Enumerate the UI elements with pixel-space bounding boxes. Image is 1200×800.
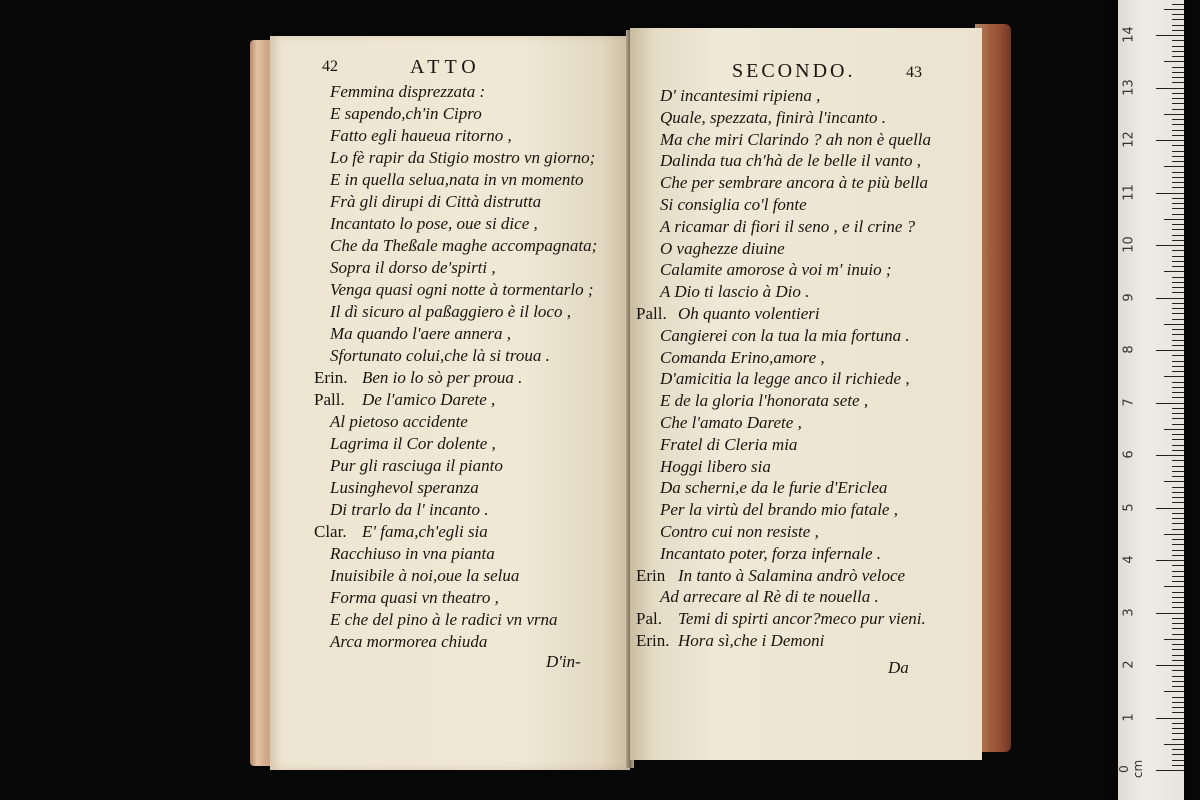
ruler-tick [1172, 712, 1184, 713]
ruler-tick [1172, 361, 1184, 362]
verse-line: Comanda Erino,amore , [660, 347, 825, 367]
ruler-tick [1172, 250, 1184, 251]
ruler-tick [1172, 240, 1184, 241]
ruler-tick [1172, 308, 1184, 309]
ruler-tick [1156, 35, 1184, 36]
verse-line: Ma che miri Clarindo ? ah non è quella [660, 129, 932, 149]
ruler-tick [1164, 639, 1184, 640]
ruler-tick [1156, 718, 1184, 719]
ruler-tick [1172, 702, 1184, 703]
ruler-tick [1156, 245, 1184, 246]
speaker-label: Pal. [636, 609, 662, 629]
right-running-head: SECONDO. [732, 60, 856, 82]
ruler-number: 5 [1121, 502, 1137, 512]
ruler-tick [1172, 487, 1184, 488]
verse-line: Incantato poter, forza infernale . [660, 543, 881, 563]
centimeter-ruler [1118, 0, 1184, 800]
ruler-tick [1172, 634, 1184, 635]
ruler-tick [1172, 224, 1184, 225]
ruler-tick [1172, 382, 1184, 383]
ruler-tick [1172, 82, 1184, 83]
verse-line: Ben io lo sò per proua . [362, 368, 523, 387]
ruler-tick [1172, 256, 1184, 257]
ruler-tick [1172, 103, 1184, 104]
ruler-tick [1172, 366, 1184, 367]
ruler-tick [1156, 193, 1184, 194]
verse-line: E sapendo,ch'in Cipro [330, 104, 482, 123]
ruler-tick [1172, 576, 1184, 577]
left-running-head: ATTO [410, 56, 481, 78]
verse-line: Da scherni,e da le furie d'Ericlea [660, 478, 888, 498]
ruler-tick [1172, 607, 1184, 608]
left-page-number: 42 [322, 58, 338, 75]
ruler-tick [1172, 51, 1184, 52]
ruler-tick [1164, 271, 1184, 272]
verse-line: In tanto à Salamina andrò veloce [678, 565, 906, 585]
ruler-number: 1 [1121, 712, 1137, 722]
right-catchword: Da [888, 658, 909, 677]
verse-line: Oh quanto volentieri [678, 304, 820, 323]
ruler-tick [1172, 282, 1184, 283]
verse-line: D'amicitia la legge anco il richiede , [660, 369, 910, 389]
verse-line: Al pietoso accidente [330, 412, 468, 431]
ruler-tick [1172, 471, 1184, 472]
ruler-tick [1172, 151, 1184, 152]
ruler-tick [1172, 623, 1184, 624]
verse-line: Che da Theßale maghe accompagnata; [330, 236, 598, 255]
ruler-tick [1172, 497, 1184, 498]
ruler-tick [1172, 739, 1184, 740]
ruler-tick [1156, 298, 1184, 299]
verse-line: Frà gli dirupi di Città distrutta [330, 192, 542, 211]
ruler-tick [1172, 681, 1184, 682]
ruler-tick [1164, 429, 1184, 430]
left-page [270, 36, 630, 770]
ruler-tick [1172, 355, 1184, 356]
ruler-tick [1172, 161, 1184, 162]
verse-line: Di trarlo da l' incanto . [330, 500, 489, 519]
speaker-label: Erin [636, 565, 666, 585]
ruler-tick [1156, 560, 1184, 561]
ruler-tick [1172, 14, 1184, 15]
ruler-tick [1172, 408, 1184, 409]
ruler-tick [1172, 649, 1184, 650]
verse-line: Ma quando l'aere annera , [330, 324, 512, 343]
left-catchword: D'in- [546, 652, 581, 671]
ruler-tick [1172, 387, 1184, 388]
ruler-tick [1172, 413, 1184, 414]
ruler-tick [1172, 592, 1184, 593]
ruler-tick [1172, 733, 1184, 734]
ruler-tick [1172, 749, 1184, 750]
verse-line: De l'amico Darete , [362, 390, 496, 409]
ruler-tick [1172, 434, 1184, 435]
ruler-tick [1156, 350, 1184, 351]
ruler-tick [1172, 502, 1184, 503]
ruler-tick [1156, 613, 1184, 614]
verse-line: E de la gloria l'honorata sete , [660, 391, 869, 411]
ruler-tick [1172, 135, 1184, 136]
ruler-tick [1172, 618, 1184, 619]
ruler-tick [1172, 329, 1184, 330]
ruler-tick [1164, 9, 1184, 10]
ruler-tick [1172, 130, 1184, 131]
ruler-tick [1156, 770, 1184, 771]
verse-line: Inuisibile à noi,oue la selua [330, 566, 520, 585]
verse-line: E' fama,ch'egli sia [362, 522, 488, 541]
ruler-tick [1172, 98, 1184, 99]
ruler-tick [1172, 754, 1184, 755]
ruler-tick [1172, 445, 1184, 446]
ruler-number: 3 [1121, 607, 1137, 617]
verse-line: A Dio ti lascio à Dio . [660, 282, 810, 302]
ruler-tick [1164, 114, 1184, 115]
right-page-number: 43 [906, 64, 922, 81]
ruler-tick [1172, 597, 1184, 598]
ruler-number: 11 [1121, 183, 1137, 201]
ruler-tick [1172, 345, 1184, 346]
verse-line: Contro cui non resiste , [660, 522, 819, 541]
verse-line: Cangierei con la tua la mia fortuna . [660, 325, 910, 345]
verse-line: Quale, spezzata, finirà l'incanto . [660, 107, 887, 127]
ruler-tick [1172, 72, 1184, 73]
ruler-tick [1172, 450, 1184, 451]
ruler-number: 7 [1121, 397, 1137, 407]
ruler-tick [1172, 460, 1184, 461]
ruler-tick [1172, 198, 1184, 199]
speaker-label: Pall. [314, 390, 345, 409]
ruler-number: 8 [1121, 345, 1137, 354]
verse-line: Racchiuso in vna pianta [330, 544, 495, 563]
ruler-tick [1164, 481, 1184, 482]
verse-line: E che del pino à le radici vn vrna [330, 610, 558, 629]
ruler-tick [1172, 261, 1184, 262]
ruler-number: 6 [1121, 450, 1137, 459]
ruler-tick [1172, 19, 1184, 20]
ruler-tick [1172, 492, 1184, 493]
verse-line: Che l'amato Darete , [660, 413, 802, 432]
right-page [630, 28, 982, 760]
ruler-tick [1156, 140, 1184, 141]
ruler-number: 4 [1121, 555, 1137, 564]
ruler-tick [1172, 707, 1184, 708]
ruler-tick [1172, 513, 1184, 514]
verse-line: Femmina disprezzata : [330, 82, 486, 101]
ruler-tick [1172, 581, 1184, 582]
ruler-tick [1172, 518, 1184, 519]
verse-line: Fatto egli haueua ritorno , [330, 126, 512, 145]
ruler-tick [1172, 303, 1184, 304]
ruler-tick [1172, 40, 1184, 41]
ruler-number: 10 [1121, 236, 1137, 253]
verse-line: Ad arrecare al Rè di te nouella . [660, 587, 879, 607]
ruler-tick [1172, 67, 1184, 68]
ruler-tick [1156, 88, 1184, 89]
ruler-tick [1164, 534, 1184, 535]
ruler-tick [1172, 418, 1184, 419]
verse-line: Arca mormorea chiuda [330, 632, 488, 651]
verse-line: Sopra il dorso de'spirti , [330, 258, 496, 277]
verse-line: Temi di spirti ancor?meco pur vieni. [678, 609, 926, 629]
ruler-tick [1172, 555, 1184, 556]
speaker-label: Pall. [636, 304, 667, 323]
ruler-tick [1172, 466, 1184, 467]
ruler-tick [1172, 550, 1184, 551]
ruler-tick [1172, 660, 1184, 661]
ruler-tick [1156, 508, 1184, 509]
verse-line: Per la virtù del brando mio fatale , [660, 500, 898, 520]
ruler-tick [1172, 644, 1184, 645]
ruler-tick [1156, 455, 1184, 456]
ruler-tick [1172, 539, 1184, 540]
verse-line: Il dì sicuro al paßaggiero è il loco , [330, 302, 571, 321]
verse-line: Lo fè rapir da Stigio mostro vn giorno; [330, 148, 596, 167]
verse-line: Hora sì,che i Demoni [678, 631, 825, 650]
ruler-tick [1172, 187, 1184, 188]
ruler-tick [1156, 665, 1184, 666]
speaker-label: Erin. [314, 368, 348, 387]
ruler-tick [1172, 287, 1184, 288]
ruler-tick [1172, 655, 1184, 656]
ruler-number: 14 [1121, 26, 1137, 43]
ruler-tick [1172, 628, 1184, 629]
ruler-tick [1172, 177, 1184, 178]
ruler-tick [1172, 686, 1184, 687]
ruler-tick [1172, 602, 1184, 603]
ruler-tick [1172, 172, 1184, 173]
verse-line: Calamite amorose à voi m' inuio ; [660, 260, 892, 280]
ruler-tick [1172, 77, 1184, 78]
ruler-tick [1172, 544, 1184, 545]
ruler-tick [1172, 292, 1184, 293]
verse-line: Fratel di Cleria mia [660, 434, 798, 454]
ruler-number: 2 [1121, 660, 1137, 669]
verse-line: D' incantesimi ripiena , [660, 86, 821, 105]
ruler-tick [1172, 25, 1184, 26]
ruler-tick [1172, 670, 1184, 671]
ruler-tick [1172, 266, 1184, 267]
ruler-tick [1172, 182, 1184, 183]
ruler-tick [1172, 571, 1184, 572]
ruler-tick [1172, 313, 1184, 314]
verse-line: Forma quasi vn theatro , [330, 588, 499, 607]
ruler-tick [1172, 208, 1184, 209]
ruler-tick [1172, 476, 1184, 477]
ruler-tick [1172, 397, 1184, 398]
ruler-tick [1172, 723, 1184, 724]
ruler-tick [1164, 219, 1184, 220]
ruler-number: 12 [1121, 131, 1137, 148]
ruler-tick [1172, 56, 1184, 57]
ruler-tick [1172, 229, 1184, 230]
ruler-tick [1172, 697, 1184, 698]
ruler-tick [1172, 145, 1184, 146]
ruler-tick [1172, 334, 1184, 335]
ruler-tick [1172, 235, 1184, 236]
verse-line: Sfortunato colui,che là si troua . [330, 346, 550, 365]
ruler-tick [1172, 319, 1184, 320]
ruler-tick [1172, 529, 1184, 530]
ruler-tick [1156, 403, 1184, 404]
ruler-tick [1172, 119, 1184, 120]
ruler-tick [1164, 376, 1184, 377]
ruler-tick [1172, 277, 1184, 278]
ruler-unit-label: 0 cm [1117, 759, 1145, 779]
verse-line: Si consiglia co'l fonte [660, 195, 807, 214]
ruler-tick [1172, 156, 1184, 157]
ruler-tick [1172, 214, 1184, 215]
ruler-tick [1164, 586, 1184, 587]
ruler-tick [1164, 744, 1184, 745]
ruler-tick [1172, 565, 1184, 566]
verse-line: Incantato lo pose, oue si dice , [330, 214, 538, 233]
ruler-tick [1172, 4, 1184, 5]
ruler-tick [1164, 691, 1184, 692]
ruler-tick [1172, 728, 1184, 729]
verse-line: A ricamar di fiori il seno , e il crine ? [660, 216, 916, 236]
verse-line: Hoggi libero sia [660, 456, 771, 476]
ruler-tick [1172, 523, 1184, 524]
verse-line: Lusinghevol speranza [330, 478, 479, 497]
ruler-tick [1172, 340, 1184, 341]
verse-line: Che per sembrare ancora à te più bella [660, 173, 929, 193]
ruler-tick [1172, 392, 1184, 393]
verse-line: Venga quasi ogni notte à tormentarlo ; [330, 280, 594, 299]
verse-line: Pur gli rasciuga il pianto [330, 456, 503, 475]
verse-line: O vaghezze diuine [660, 238, 785, 258]
ruler-tick [1172, 439, 1184, 440]
ruler-tick [1172, 30, 1184, 31]
verse-line: Lagrima il Cor dolente , [330, 434, 496, 453]
ruler-tick [1172, 93, 1184, 94]
ruler-tick [1172, 371, 1184, 372]
verse-line: Dalinda tua ch'hà de le belle il vanto , [660, 151, 921, 171]
ruler-tick [1172, 765, 1184, 766]
ruler-tick [1172, 124, 1184, 125]
verse-line: E in quella selua,nata in vn momento [330, 170, 584, 189]
speaker-label: Erin. [636, 631, 670, 650]
ruler-tick [1164, 166, 1184, 167]
ruler-tick [1172, 424, 1184, 425]
ruler-number: 13 [1121, 78, 1137, 96]
ruler-tick [1164, 61, 1184, 62]
ruler-tick [1172, 760, 1184, 761]
ruler-tick [1172, 676, 1184, 677]
ruler-tick [1164, 324, 1184, 325]
ruler-tick [1172, 46, 1184, 47]
ruler-tick [1172, 203, 1184, 204]
ruler-tick [1172, 109, 1184, 110]
ruler-number: 9 [1121, 292, 1137, 302]
speaker-label: Clar. [314, 522, 347, 541]
